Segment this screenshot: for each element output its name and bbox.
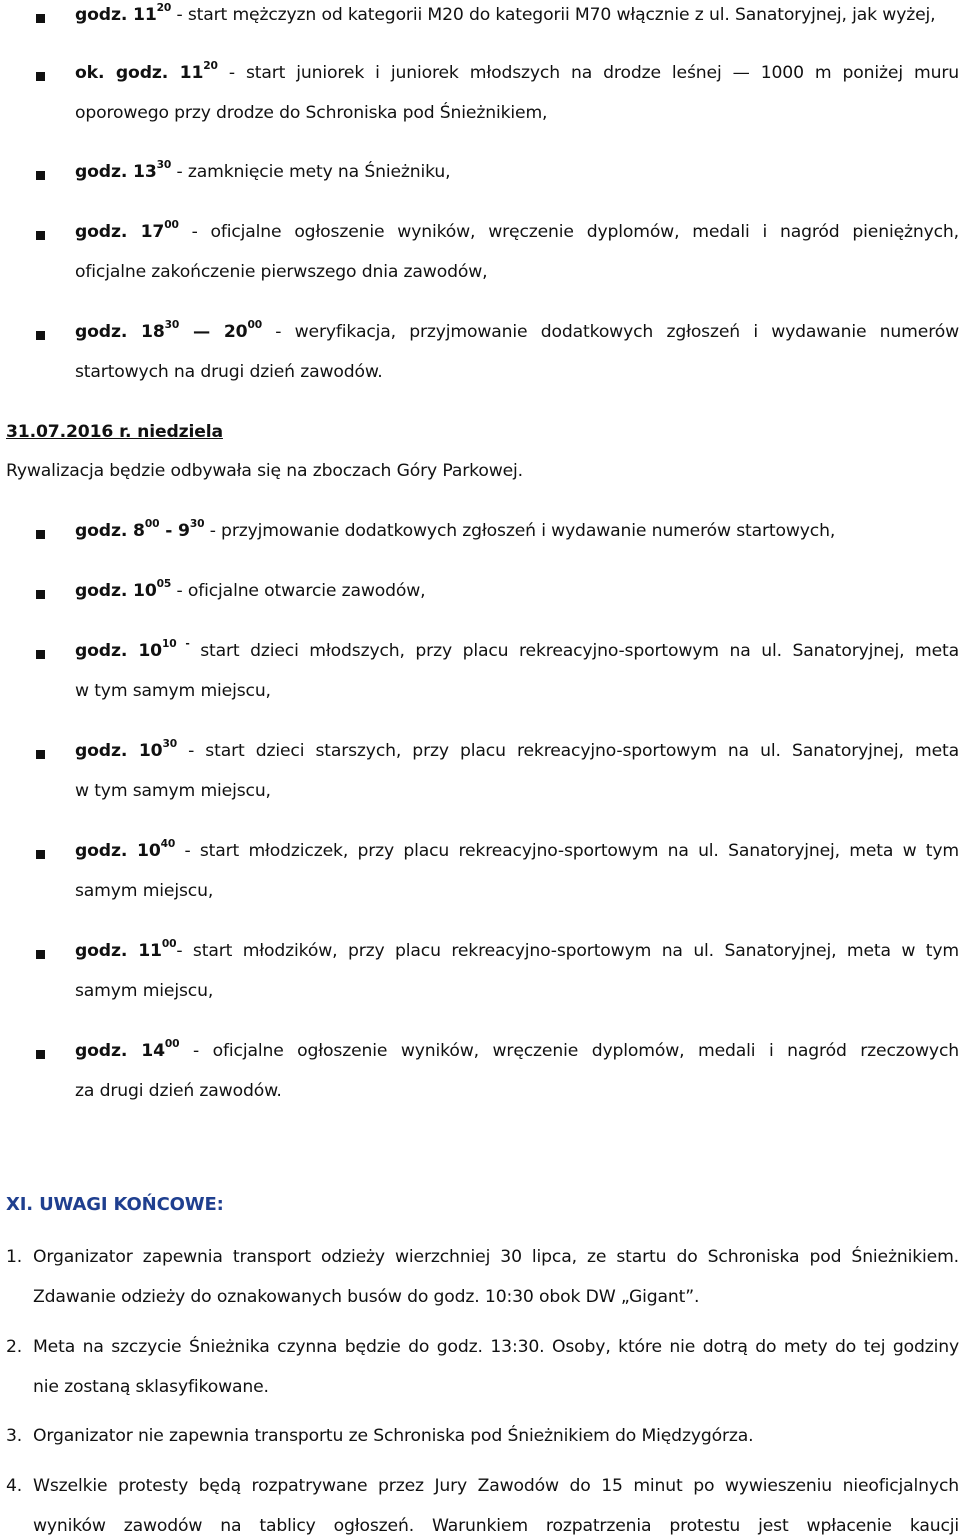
item-line: godz. $10^{40}$ - start młodziczek, przy placu rekreacyjno-sportowym na ul. Sanatoryjnej, meta w tym [75, 836, 959, 861]
item-continuation: nie zostaną sklasyfikowane. [33, 1377, 269, 1397]
item-line: godz. $11^{20}$ - start mężczyzn od kategorii M20 do kategorii M70 włącznie z ul. Sanatoryjnej, jak wyżej, [75, 0, 936, 25]
item-line: godz. $14^{00}$ - oficjalne ogłoszenie wyników, wręczenie dyplomów, medali i nagród rzeczowych [75, 1036, 959, 1061]
item-continuation: Zdawanie odzieży do oznakowanych busów do godz. 10:30 obok DW „Gigant”. [33, 1287, 700, 1307]
section-heading: XI. UWAGI KOŃCOWE: [6, 1194, 224, 1215]
square-bullet-icon [36, 1050, 45, 1059]
square-bullet-icon [36, 331, 45, 340]
item-line-2: oficjalne zakończenie pierwszego dnia zawodów, [75, 262, 488, 282]
item-line-2: startowych na drugi dzień zawodów. [75, 362, 383, 382]
square-bullet-icon [36, 530, 45, 539]
square-bullet-icon [36, 14, 45, 23]
item-line: godz. $10^{30}$ - start dzieci starszych, przy placu rekreacyjno-sportowym na ul. Sanatoryjnej, meta [75, 736, 959, 761]
square-bullet-icon [36, 171, 45, 180]
item-text: Wszelkie protesty będą rozpatrywane przez Jury Zawodów do 15 minut po wywieszeniu nieoficjalnych [33, 1476, 959, 1496]
square-bullet-icon [36, 231, 45, 240]
item-line: godz. $11^{00}-$ start młodzików, przy placu rekreacyjno-sportowym na ul. Sanatoryjnej, meta w tym [75, 936, 959, 961]
item-line-2: oporowego przy drodze do Schroniska pod Śnieżnikiem, [75, 103, 548, 123]
item-line: godz. $8^{00} - 9^{30}$ - przyjmowanie dodatkowych zgłoszeń i wydawanie numerów startowych, [75, 516, 836, 541]
item-line: ok. godz. $11^{20}$ - start juniorek i juniorek młodszych na drodze leśnej — 1000 m poniżej muru [75, 58, 959, 83]
item-line-2: samym miejscu, [75, 981, 214, 1001]
item-number: 1. [6, 1247, 23, 1267]
square-bullet-icon [36, 590, 45, 599]
square-bullet-icon [36, 750, 45, 759]
item-number: 4. [6, 1476, 23, 1496]
item-line: godz. $10^{10 -}$ start dzieci młodszych, przy placu rekreacyjno-sportowym na ul. Sanatoryjnej, meta [75, 636, 959, 661]
item-text: Organizator zapewnia transport odzieży wierzchniej 30 lipca, ze startu do Schroniska pod Śnieżnikiem. [33, 1247, 959, 1267]
item-text: Meta na szczycie Śnieżnika czynna będzie do godz. 13:30. Osoby, które nie dotrą do mety do tej godziny [33, 1337, 959, 1357]
day-date: 31.07.2016 r. niedziela [6, 422, 223, 442]
item-number: 2. [6, 1337, 23, 1357]
item-continuation: wyników zawodów na tablicy ogłoszeń. Warunkiem rozpatrzenia protestu jest wpłacenie kaucji [33, 1516, 959, 1536]
item-line: godz. $17^{00}$ - oficjalne ogłoszenie wyników, wręczenie dyplomów, medali i nagród pieniężnych, [75, 217, 959, 242]
item-line: godz. $18^{30}$ — $20^{00}$ - weryfikacja, przyjmowanie dodatkowych zgłoszeń i wydawanie numerów [75, 317, 960, 342]
square-bullet-icon [36, 72, 45, 81]
item-number: 3. [6, 1426, 23, 1446]
square-bullet-icon [36, 850, 45, 859]
item-line-2: w tym samym miejscu, [75, 781, 271, 801]
day-intro: Rywalizacja będzie odbywała się na zboczach Góry Parkowej. [6, 461, 523, 481]
item-line-2: za drugi dzień zawodów. [75, 1081, 282, 1101]
item-line-2: w tym samym miejscu, [75, 681, 271, 701]
item-text: Organizator nie zapewnia transportu ze Schroniska pod Śnieżnikiem do Międzygórza. [33, 1426, 754, 1446]
item-line-2: samym miejscu, [75, 881, 214, 901]
square-bullet-icon [36, 950, 45, 959]
item-line: godz. $13^{30}$ - zamknięcie mety na Śnieżniku, [75, 157, 451, 182]
item-line: godz. $10^{05}$ - oficjalne otwarcie zawodów, [75, 576, 426, 601]
square-bullet-icon [36, 650, 45, 659]
